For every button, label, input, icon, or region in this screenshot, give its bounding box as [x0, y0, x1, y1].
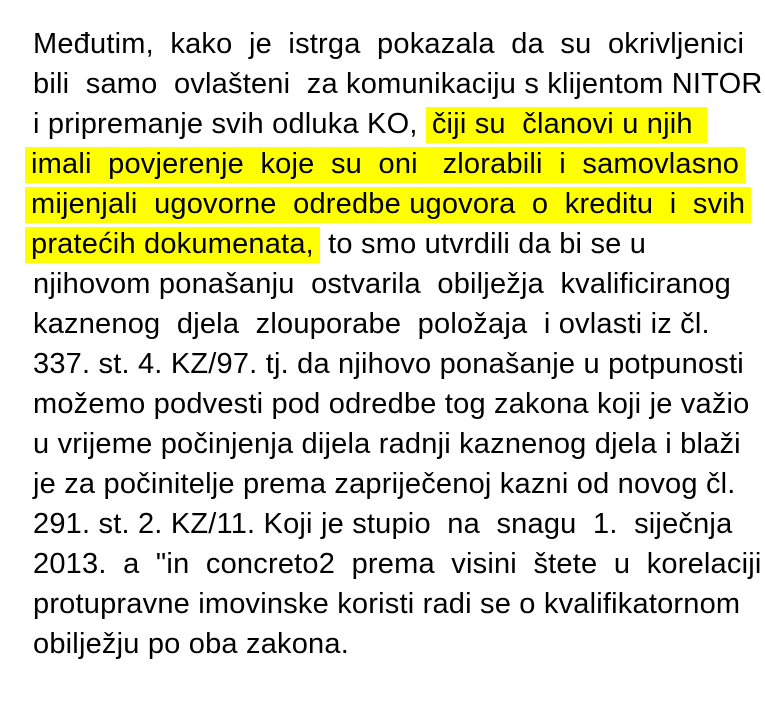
highlighted-text: čiji su članovi u njih — [426, 107, 707, 143]
text-segment: i pripremanje svih odluka KO, — [33, 108, 426, 140]
text-line — [33, 144, 743, 184]
text-segment: to smo utvrdili da bi se u — [319, 228, 647, 260]
text-line — [33, 584, 743, 624]
text-line — [33, 464, 743, 504]
text-line — [33, 424, 743, 464]
text-line — [31, 184, 746, 224]
text-line — [33, 24, 743, 64]
text-line — [33, 544, 762, 584]
text-segment: 337. st. 4. KZ/97. tj. da njihovo ponašanje u potpunosti — [33, 348, 744, 380]
text-segment: kaznenog djela zlouporabe položaja i ovlasti iz čl. — [33, 308, 710, 340]
text-line — [33, 304, 743, 344]
text-line — [33, 344, 743, 384]
text-line — [33, 504, 743, 544]
text-line — [33, 224, 743, 264]
text-segment: 2013. a "in concreto2 prema visini štete u korelaciji — [33, 548, 762, 580]
text-line — [33, 64, 763, 104]
text-segment: njihovom ponašanju ostvarila obilježja kvalificiranog — [33, 268, 731, 300]
paragraph — [31, 24, 763, 664]
text-segment: bili samo ovlašteni za komunikaciju s klijentom NITOR — [33, 68, 763, 100]
text-line — [33, 264, 743, 304]
text-segment: 291. st. 2. KZ/11. Koji je stupio na snagu 1. siječnja — [33, 508, 733, 540]
text-line — [33, 624, 743, 664]
text-line — [33, 104, 743, 144]
text-segment: protupravne imovinske koristi radi se o kvalifikatornom — [33, 588, 741, 620]
text-line — [33, 384, 750, 424]
highlighted-text: pratećih dokumenata, — [25, 227, 320, 263]
text-segment: je za počinitelje prema zapriječenoj kazni od novog čl. — [33, 468, 736, 500]
text-segment: obilježju po oba zakona. — [33, 628, 349, 660]
text-segment: u vrijeme počinjenja dijela radnji kaznenog djela i blaži — [33, 428, 741, 460]
text-segment: možemo podvesti pod odredbe tog zakona koji je važio — [33, 388, 750, 420]
highlighted-text: imali povjerenje koje su oni zlorabili i samovlasno — [25, 147, 745, 183]
highlighted-text: mijenjali ugovorne odredbe ugovora o kreditu i svih — [25, 187, 751, 223]
text-segment: Međutim, kako je istrga pokazala da su okrivljenici — [33, 28, 745, 60]
